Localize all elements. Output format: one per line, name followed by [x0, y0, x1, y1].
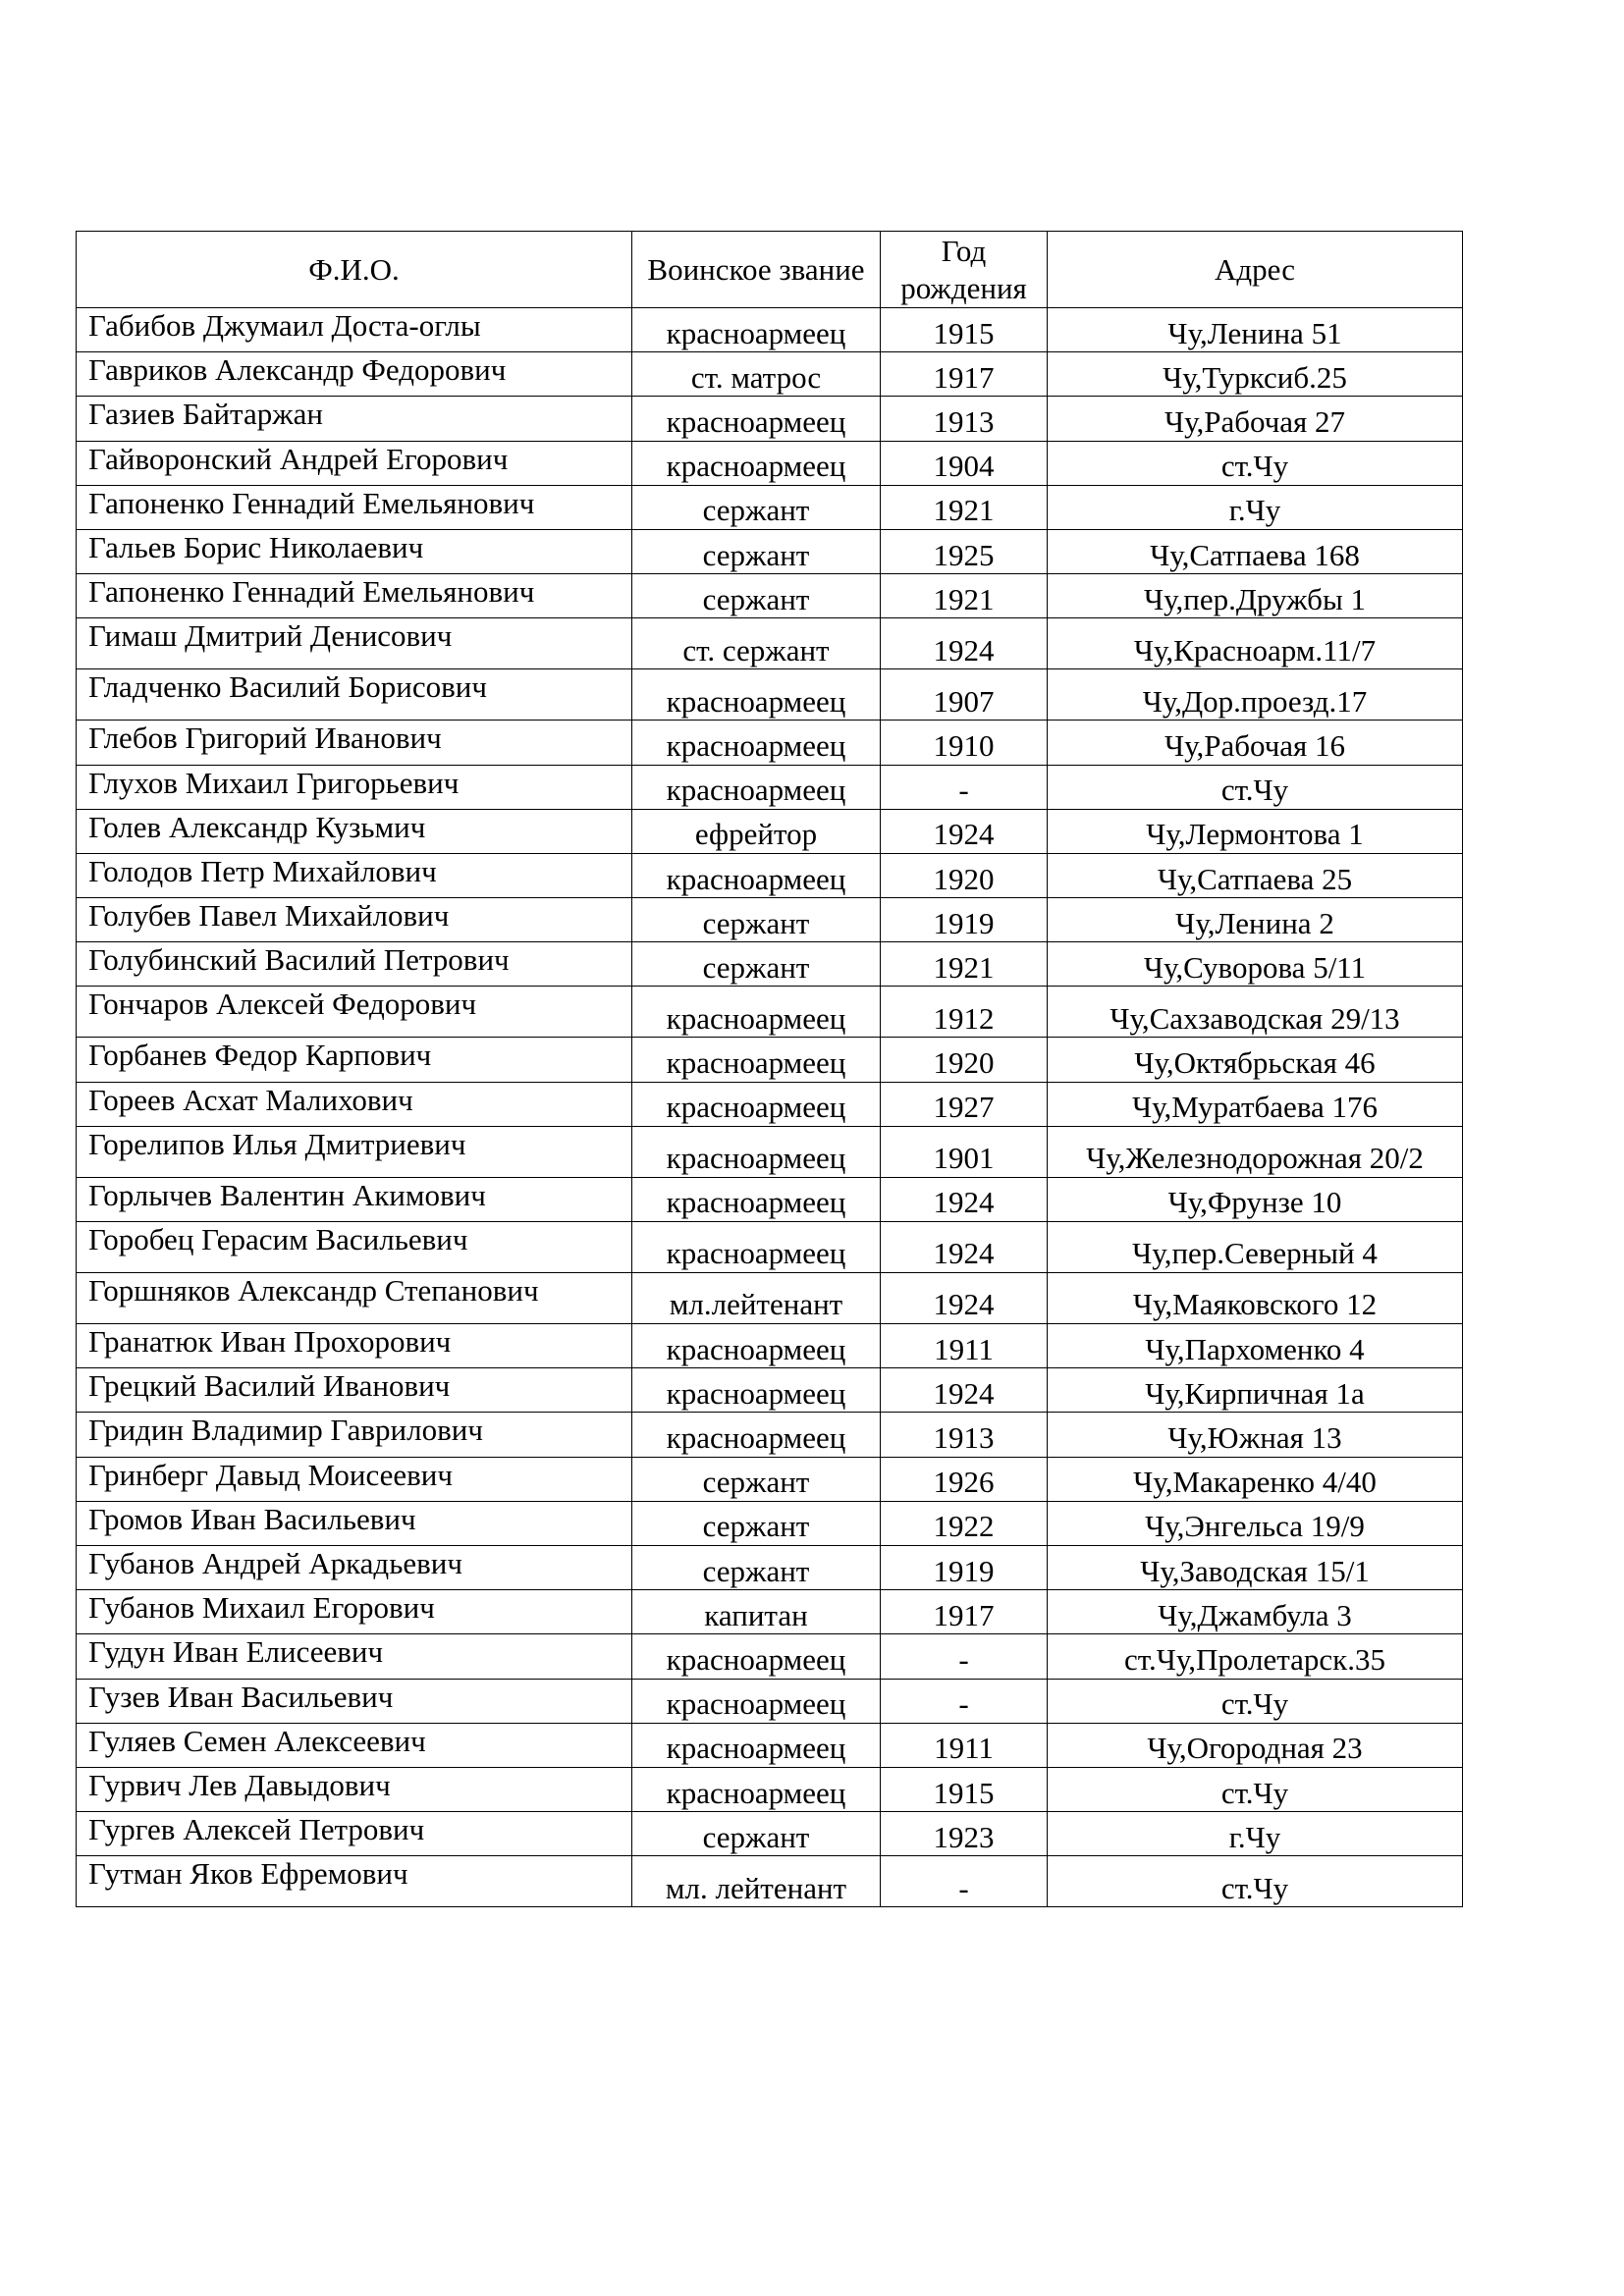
- table-row: [77, 765, 1463, 809]
- roster-table: [76, 231, 1463, 1907]
- rank-cell: красноармеец: [632, 1324, 881, 1368]
- rank-cell: красноармеец: [632, 308, 881, 352]
- address-cell: Чу,Маяковского 12: [1048, 1273, 1463, 1324]
- name-cell: Горшняков Александр Степанович: [77, 1273, 632, 1324]
- birth-year-cell: 1924: [881, 1368, 1048, 1413]
- table-body: [77, 308, 1463, 1907]
- header-address: Адрес: [1048, 232, 1463, 308]
- address-cell: Чу,Турксиб.25: [1048, 352, 1463, 397]
- rank-cell: красноармеец: [632, 1082, 881, 1126]
- rank-cell: красноармеец: [632, 1368, 881, 1413]
- birth-year-cell: 1920: [881, 1038, 1048, 1082]
- table-row: [77, 1590, 1463, 1634]
- birth-year-cell: 1919: [881, 1545, 1048, 1589]
- birth-year-cell: 1921: [881, 485, 1048, 529]
- table-row: [77, 529, 1463, 573]
- name-cell: Гальев Борис Николаевич: [77, 529, 632, 573]
- rank-cell: красноармеец: [632, 765, 881, 809]
- address-cell: Чу,Дор.проезд.17: [1048, 669, 1463, 721]
- address-cell: Чу,Джамбула 3: [1048, 1590, 1463, 1634]
- header-row: [77, 232, 1463, 308]
- table-row: [77, 352, 1463, 397]
- birth-year-cell: 1921: [881, 942, 1048, 987]
- rank-cell: сержант: [632, 1457, 881, 1501]
- name-cell: Гайворонский Андрей Егорович: [77, 441, 632, 485]
- birth-year-cell: 1907: [881, 669, 1048, 721]
- birth-year-cell: 1917: [881, 1590, 1048, 1634]
- rank-cell: сержант: [632, 529, 881, 573]
- rank-cell: сержант: [632, 1501, 881, 1545]
- address-cell: Чу,Заводская 15/1: [1048, 1545, 1463, 1589]
- birth-year-cell: 1924: [881, 618, 1048, 669]
- table-row: [77, 1767, 1463, 1811]
- name-cell: Горлычев Валентин Акимович: [77, 1177, 632, 1221]
- table-row: [77, 1222, 1463, 1273]
- table-row: [77, 485, 1463, 529]
- table-row: [77, 1457, 1463, 1501]
- birth-year-cell: 1927: [881, 1082, 1048, 1126]
- name-cell: Гореев Асхат Малихович: [77, 1082, 632, 1126]
- table-row: [77, 397, 1463, 441]
- name-cell: Гурвич Лев Давыдович: [77, 1767, 632, 1811]
- table-row: [77, 1082, 1463, 1126]
- address-cell: Чу,Лермонтова 1: [1048, 809, 1463, 853]
- address-cell: Чу,Ленина 2: [1048, 898, 1463, 942]
- name-cell: Гузев Иван Васильевич: [77, 1679, 632, 1723]
- name-cell: Горобец Герасим Васильевич: [77, 1222, 632, 1273]
- address-cell: Чу,Энгельса 19/9: [1048, 1501, 1463, 1545]
- rank-cell: красноармеец: [632, 1126, 881, 1177]
- rank-cell: красноармеец: [632, 1634, 881, 1679]
- name-cell: Гутман Яков Ефремович: [77, 1856, 632, 1907]
- birth-year-cell: 1913: [881, 1413, 1048, 1457]
- address-cell: Чу,пер.Дружбы 1: [1048, 574, 1463, 618]
- rank-cell: ст. сержант: [632, 618, 881, 669]
- birth-year-cell: 1910: [881, 721, 1048, 765]
- table-row: [77, 1413, 1463, 1457]
- rank-cell: красноармеец: [632, 721, 881, 765]
- birth-year-cell: 1912: [881, 987, 1048, 1038]
- address-cell: Чу,Железнодорожная 20/2: [1048, 1126, 1463, 1177]
- rank-cell: красноармеец: [632, 441, 881, 485]
- table-row: [77, 1723, 1463, 1767]
- table-header: [77, 232, 1463, 308]
- table-row: [77, 1126, 1463, 1177]
- name-cell: Голубев Павел Михайлович: [77, 898, 632, 942]
- table-row: [77, 669, 1463, 721]
- address-cell: г.Чу: [1048, 485, 1463, 529]
- birth-year-cell: 1924: [881, 809, 1048, 853]
- table-row: [77, 809, 1463, 853]
- rank-cell: красноармеец: [632, 987, 881, 1038]
- birth-year-cell: 1913: [881, 397, 1048, 441]
- name-cell: Громов Иван Васильевич: [77, 1501, 632, 1545]
- table-row: [77, 1501, 1463, 1545]
- address-cell: Чу,Огородная 23: [1048, 1723, 1463, 1767]
- rank-cell: сержант: [632, 485, 881, 529]
- header-birth-year: Год рождения: [881, 232, 1048, 308]
- address-cell: г.Чу: [1048, 1812, 1463, 1856]
- birth-year-cell: 1911: [881, 1324, 1048, 1368]
- rank-cell: красноармеец: [632, 1723, 881, 1767]
- table-row: [77, 898, 1463, 942]
- table-row: [77, 1273, 1463, 1324]
- table-row: [77, 618, 1463, 669]
- address-cell: Чу,Макаренко 4/40: [1048, 1457, 1463, 1501]
- table-row: [77, 1679, 1463, 1723]
- table-row: [77, 942, 1463, 987]
- rank-cell: сержант: [632, 942, 881, 987]
- name-cell: Гранатюк Иван Прохорович: [77, 1324, 632, 1368]
- name-cell: Горелипов Илья Дмитриевич: [77, 1126, 632, 1177]
- name-cell: Гридин Владимир Гаврилович: [77, 1413, 632, 1457]
- table-row: [77, 308, 1463, 352]
- name-cell: Габибов Джумаил Доста-оглы: [77, 308, 632, 352]
- name-cell: Гургев Алексей Петрович: [77, 1812, 632, 1856]
- birth-year-cell: 1917: [881, 352, 1048, 397]
- rank-cell: капитан: [632, 1590, 881, 1634]
- name-cell: Гимаш Дмитрий Денисович: [77, 618, 632, 669]
- address-cell: Чу,Муратбаева 176: [1048, 1082, 1463, 1126]
- table-row: [77, 1812, 1463, 1856]
- table-row: [77, 1856, 1463, 1907]
- address-cell: ст.Чу: [1048, 765, 1463, 809]
- name-cell: Гудун Иван Елисеевич: [77, 1634, 632, 1679]
- rank-cell: сержант: [632, 1812, 881, 1856]
- table-row: [77, 1324, 1463, 1368]
- address-cell: Чу,Красноарм.11/7: [1048, 618, 1463, 669]
- rank-cell: мл. лейтенант: [632, 1856, 881, 1907]
- address-cell: Чу,пер.Северный 4: [1048, 1222, 1463, 1273]
- rank-cell: сержант: [632, 1545, 881, 1589]
- birth-year-cell: 1924: [881, 1273, 1048, 1324]
- name-cell: Губанов Михаил Егорович: [77, 1590, 632, 1634]
- table-row: [77, 1634, 1463, 1679]
- address-cell: ст.Чу,Пролетарск.35: [1048, 1634, 1463, 1679]
- rank-cell: мл.лейтенант: [632, 1273, 881, 1324]
- address-cell: Чу,Октябрьская 46: [1048, 1038, 1463, 1082]
- table-row: [77, 987, 1463, 1038]
- rank-cell: сержант: [632, 898, 881, 942]
- address-cell: ст.Чу: [1048, 1679, 1463, 1723]
- birth-year-cell: 1915: [881, 308, 1048, 352]
- name-cell: Голубинский Василий Петрович: [77, 942, 632, 987]
- birth-year-cell: 1923: [881, 1812, 1048, 1856]
- rank-cell: красноармеец: [632, 669, 881, 721]
- birth-year-cell: 1920: [881, 853, 1048, 897]
- rank-cell: красноармеец: [632, 1177, 881, 1221]
- address-cell: Чу,Сатпаева 25: [1048, 853, 1463, 897]
- address-cell: Чу,Суворова 5/11: [1048, 942, 1463, 987]
- table-row: [77, 441, 1463, 485]
- name-cell: Гринберг Давыд Моисеевич: [77, 1457, 632, 1501]
- table-row: [77, 1368, 1463, 1413]
- rank-cell: ефрейтор: [632, 809, 881, 853]
- name-cell: Голодов Петр Михайлович: [77, 853, 632, 897]
- birth-year-cell: -: [881, 1679, 1048, 1723]
- name-cell: Гапоненко Геннадий Емельянович: [77, 485, 632, 529]
- rank-cell: красноармеец: [632, 397, 881, 441]
- table-row: [77, 1545, 1463, 1589]
- address-cell: Чу,Кирпичная 1а: [1048, 1368, 1463, 1413]
- rank-cell: красноармеец: [632, 1222, 881, 1273]
- name-cell: Горбанев Федор Карпович: [77, 1038, 632, 1082]
- table-row: [77, 853, 1463, 897]
- birth-year-cell: 1924: [881, 1177, 1048, 1221]
- address-cell: Чу,Южная 13: [1048, 1413, 1463, 1457]
- rank-cell: красноармеец: [632, 853, 881, 897]
- name-cell: Гапоненко Геннадий Емельянович: [77, 574, 632, 618]
- table-row: [77, 1038, 1463, 1082]
- address-cell: Чу,Сахзаводская 29/13: [1048, 987, 1463, 1038]
- birth-year-cell: -: [881, 1856, 1048, 1907]
- name-cell: Гавриков Александр Федорович: [77, 352, 632, 397]
- rank-cell: красноармеец: [632, 1679, 881, 1723]
- name-cell: Гладченко Василий Борисович: [77, 669, 632, 721]
- address-cell: Чу,Рабочая 27: [1048, 397, 1463, 441]
- table-row: [77, 1177, 1463, 1221]
- birth-year-cell: 1901: [881, 1126, 1048, 1177]
- name-cell: Гончаров Алексей Федорович: [77, 987, 632, 1038]
- birth-year-cell: 1924: [881, 1222, 1048, 1273]
- address-cell: Чу,Ленина 51: [1048, 308, 1463, 352]
- birth-year-cell: 1904: [881, 441, 1048, 485]
- table-row: [77, 721, 1463, 765]
- header-name: Ф.И.О.: [77, 232, 632, 308]
- birth-year-cell: 1925: [881, 529, 1048, 573]
- rank-cell: красноармеец: [632, 1413, 881, 1457]
- address-cell: Чу,Сатпаева 168: [1048, 529, 1463, 573]
- address-cell: ст.Чу: [1048, 1767, 1463, 1811]
- address-cell: Чу,Рабочая 16: [1048, 721, 1463, 765]
- name-cell: Голев Александр Кузьмич: [77, 809, 632, 853]
- birth-year-cell: 1926: [881, 1457, 1048, 1501]
- name-cell: Глебов Григорий Иванович: [77, 721, 632, 765]
- birth-year-cell: 1922: [881, 1501, 1048, 1545]
- address-cell: Чу,Фрунзе 10: [1048, 1177, 1463, 1221]
- name-cell: Газиев Байтаржан: [77, 397, 632, 441]
- address-cell: ст.Чу: [1048, 441, 1463, 485]
- name-cell: Грецкий Василий Иванович: [77, 1368, 632, 1413]
- birth-year-cell: -: [881, 1634, 1048, 1679]
- birth-year-cell: 1911: [881, 1723, 1048, 1767]
- rank-cell: красноармеец: [632, 1767, 881, 1811]
- rank-cell: ст. матрос: [632, 352, 881, 397]
- address-cell: Чу,Пархоменко 4: [1048, 1324, 1463, 1368]
- birth-year-cell: 1915: [881, 1767, 1048, 1811]
- rank-cell: сержант: [632, 574, 881, 618]
- name-cell: Губанов Андрей Аркадьевич: [77, 1545, 632, 1589]
- table-row: [77, 574, 1463, 618]
- name-cell: Гуляев Семен Алексеевич: [77, 1723, 632, 1767]
- birth-year-cell: -: [881, 765, 1048, 809]
- birth-year-cell: 1921: [881, 574, 1048, 618]
- header-rank: Воинское звание: [632, 232, 881, 308]
- address-cell: ст.Чу: [1048, 1856, 1463, 1907]
- birth-year-cell: 1919: [881, 898, 1048, 942]
- name-cell: Глухов Михаил Григорьевич: [77, 765, 632, 809]
- rank-cell: красноармеец: [632, 1038, 881, 1082]
